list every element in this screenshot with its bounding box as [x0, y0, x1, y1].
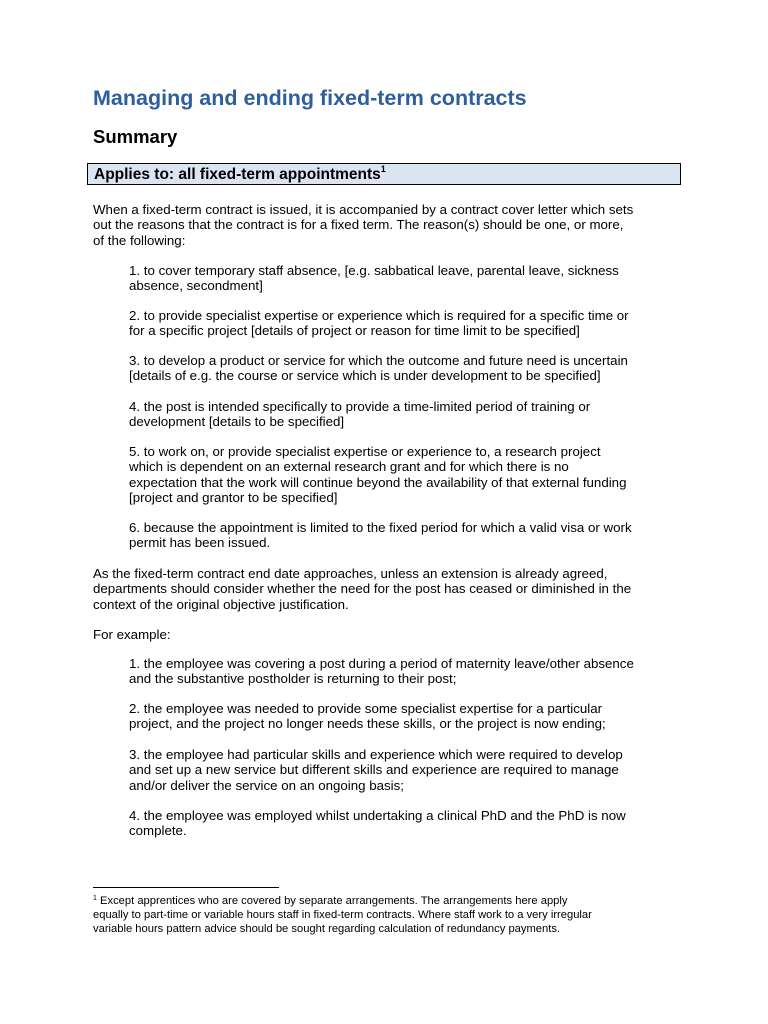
- example-item-2: [129, 701, 683, 732]
- reason-item-3: [129, 353, 683, 384]
- reason-item-4: [129, 399, 683, 430]
- example-line: and the substantive postholder is returning to their post;: [129, 671, 457, 687]
- section-heading-summary: Summary: [93, 126, 178, 147]
- reason-line: which is dependent on an external research grant and for which there is no: [129, 459, 569, 475]
- applies-to-box: [87, 163, 681, 185]
- example-line: 3. the employee had particular skills and experience which were required to develop: [129, 747, 623, 762]
- intro-paragraph: [93, 202, 683, 248]
- example-line: and/or deliver the service on an ongoing basis;: [129, 777, 404, 793]
- footnote-line: equally to part-time or variable hours staff in fixed-term contracts. Where staff work to a very irregular: [93, 909, 592, 921]
- reason-line: 4. the post is intended specifically to provide a time-limited period of training or: [129, 399, 591, 414]
- intro-line: of the following:: [93, 232, 186, 248]
- reason-line: permit has been issued.: [129, 535, 271, 551]
- intro-line: out the reasons that the contract is for a fixed term. The reason(s) should be one, or more,: [93, 217, 624, 233]
- footnote-line: [93, 894, 683, 908]
- footnote-divider: [93, 887, 279, 888]
- end-date-line: context of the original objective justification.: [93, 596, 349, 612]
- example-line: 4. the employee was employed whilst undertaking a clinical PhD and the PhD is now: [129, 808, 626, 823]
- example-line: 2. the employee was needed to provide some specialist expertise for a particular: [129, 701, 603, 716]
- reason-line: [project and grantor to be specified]: [129, 489, 338, 505]
- end-date-line: As the fixed-term contract end date approaches, unless an extension is already agreed,: [93, 566, 608, 581]
- intro-line: When a fixed-term contract is issued, it is accompanied by a contract cover letter which sets: [93, 202, 634, 217]
- reason-line: 1. to cover temporary staff absence, [e.g. sabbatical leave, parental leave, sickness: [129, 263, 619, 278]
- reason-line: absence, secondment]: [129, 278, 263, 294]
- example-line: project, and the project no longer needs these skills, or the project is now ending;: [129, 716, 606, 732]
- reason-line: expectation that the work will continue beyond the availability of that external funding: [129, 474, 627, 490]
- reason-item-1: [129, 263, 683, 294]
- reason-line: for a specific project [details of project or reason for time limit to be specified]: [129, 323, 580, 339]
- reason-item-2: [129, 308, 683, 339]
- reason-line: 5. to work on, or provide specialist expertise or experience to, a research project: [129, 444, 601, 459]
- example-item-1: [129, 656, 683, 687]
- reason-line: [details of e.g. the course or service which is under development to be specified]: [129, 368, 601, 384]
- example-line: complete.: [129, 823, 187, 839]
- example-line: and set up a new service but different skills and experience are required to manage: [129, 762, 619, 778]
- reason-line: 2. to provide specialist expertise or experience which is required for a specific time or: [129, 308, 629, 323]
- example-item-3: [129, 747, 683, 793]
- footnote-marker: 1: [93, 895, 97, 902]
- footnote-line: variable hours pattern advice should be sought regarding calculation of redundancy payments.: [93, 923, 561, 935]
- reason-line: 6. because the appointment is limited to the fixed period for which a valid visa or work: [129, 520, 632, 535]
- reason-item-6: [129, 520, 683, 551]
- footnote: [93, 894, 683, 936]
- reason-item-5: [129, 444, 683, 505]
- end-date-line: departments should consider whether the need for the post has ceased or diminished in the: [93, 581, 632, 597]
- footnote-reference: 1: [380, 164, 386, 174]
- page-title: Managing and ending fixed-term contracts: [93, 86, 527, 110]
- for-example-label: For example:: [93, 627, 171, 642]
- applies-to-text: Applies to: all fixed-term appointments: [94, 166, 381, 183]
- example-item-4: [129, 808, 683, 839]
- example-line: 1. the employee was covering a post during a period of maternity leave/other absence: [129, 656, 634, 671]
- reason-line: 3. to develop a product or service for which the outcome and future need is uncertain: [129, 353, 628, 368]
- footnote-text: Except apprentices who are covered by separate arrangements. The arrangements here apply: [96, 895, 568, 907]
- end-date-paragraph: [93, 566, 683, 612]
- reason-line: development [details to be specified]: [129, 414, 345, 430]
